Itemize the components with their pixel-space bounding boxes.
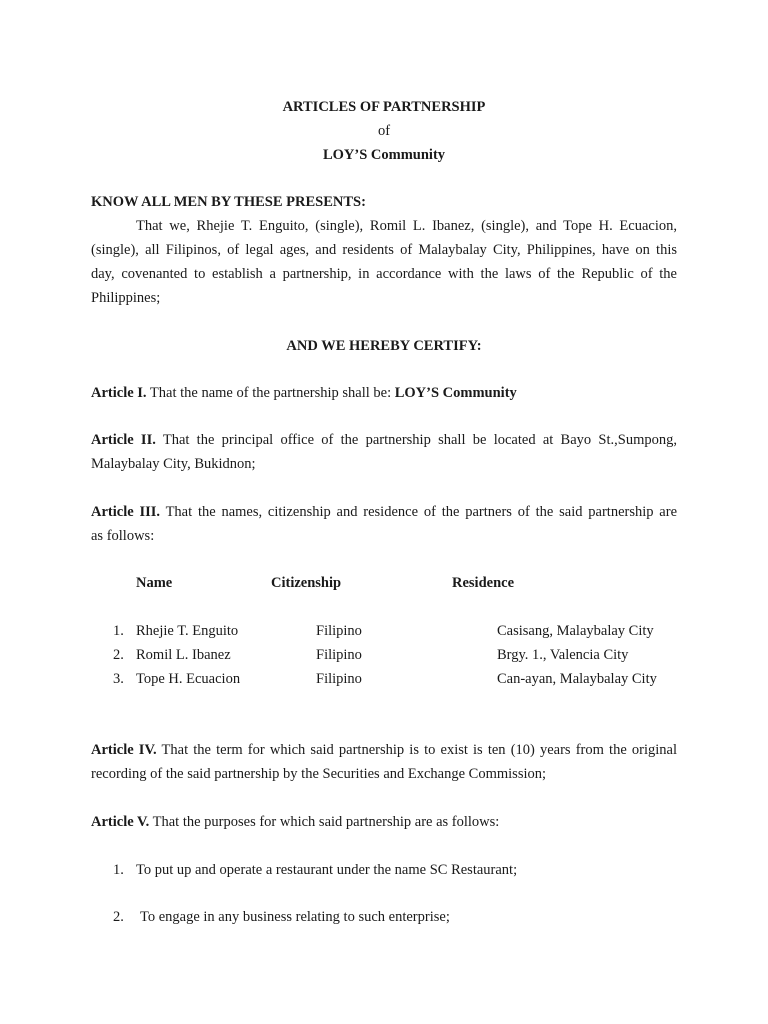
list-text: To engage in any business relating to such enterprise;: [140, 909, 450, 925]
article-1: [91, 385, 517, 402]
article-label: Article II.: [91, 432, 156, 448]
title-of: of: [377, 123, 391, 139]
intro-line: That we, Rhejie T. Enguito, (single), Romil L. Ibanez, (single), and Tope H. Ecuacion,: [136, 218, 677, 234]
article-label: Article IV.: [91, 742, 157, 758]
table-header-residence: Residence: [452, 575, 515, 591]
article-5: [91, 814, 499, 831]
certify-heading: AND WE HEREBY CERTIFY:: [286, 338, 482, 354]
partner-residence: Brgy. 1., Valencia City: [497, 647, 629, 663]
partner-citizenship: Filipino: [316, 647, 362, 663]
partner-name: Romil L. Ibanez: [136, 647, 231, 663]
article-4-line: [91, 738, 677, 762]
partnership-name-heading: LOY’S Community: [322, 147, 446, 163]
row-number: 2.: [113, 647, 124, 663]
partner-name: Rhejie T. Enguito: [136, 623, 239, 639]
article-text: That the purposes for which said partnership are as follows:: [149, 814, 500, 830]
partnership-name: LOY’S Community: [394, 385, 517, 401]
document-title: ARTICLES OF PARTNERSHIP: [282, 99, 486, 115]
article-text: That the name of the partnership shall be:: [146, 385, 395, 401]
intro-line: Philippines;: [91, 290, 161, 306]
list-number: 2.: [113, 909, 124, 925]
article-2-line: Malaybalay City, Bukidnon;: [91, 456, 256, 472]
partner-citizenship: Filipino: [316, 671, 362, 687]
article-text: That the principal office of the partnership shall be located at Bayo St.,Sumpong,: [155, 432, 677, 448]
article-3-line: as follows:: [91, 528, 155, 544]
partner-citizenship: Filipino: [316, 623, 362, 639]
partner-name: Tope H. Ecuacion: [136, 671, 241, 687]
partner-residence: Casisang, Malaybalay City: [497, 623, 654, 639]
article-text: That the term for which said partnership is to exist is ten (10) years from the original: [156, 742, 677, 758]
table-header-citizenship: Citizenship: [271, 575, 342, 591]
intro-line: (single), all Filipinos, of legal ages, and residents of Malaybalay City, Philippines, have on this: [91, 242, 677, 258]
list-number: 1.: [113, 862, 124, 878]
article-4-line: recording of the said partnership by the Securities and Exchange Commission;: [91, 766, 547, 782]
row-number: 3.: [113, 671, 124, 687]
row-number: 1.: [113, 623, 124, 639]
list-text: To put up and operate a restaurant under the name SC Restaurant;: [136, 862, 518, 878]
article-text: That the names, citizenship and residence of the partners of the said partnership are: [160, 504, 677, 520]
article-label: Article V.: [91, 814, 150, 830]
partner-residence: Can-ayan, Malaybalay City: [497, 671, 657, 687]
article-2-line: [91, 428, 677, 452]
know-all-heading: KNOW ALL MEN BY THESE PRESENTS:: [91, 194, 366, 210]
table-header-name: Name: [136, 575, 173, 591]
article-label: Article III.: [91, 504, 161, 520]
article-3-line: [91, 500, 677, 524]
article-label: Article I.: [91, 385, 147, 401]
intro-line: day, covenanted to establish a partnership, in accordance with the laws of the Republic of the: [91, 266, 677, 282]
